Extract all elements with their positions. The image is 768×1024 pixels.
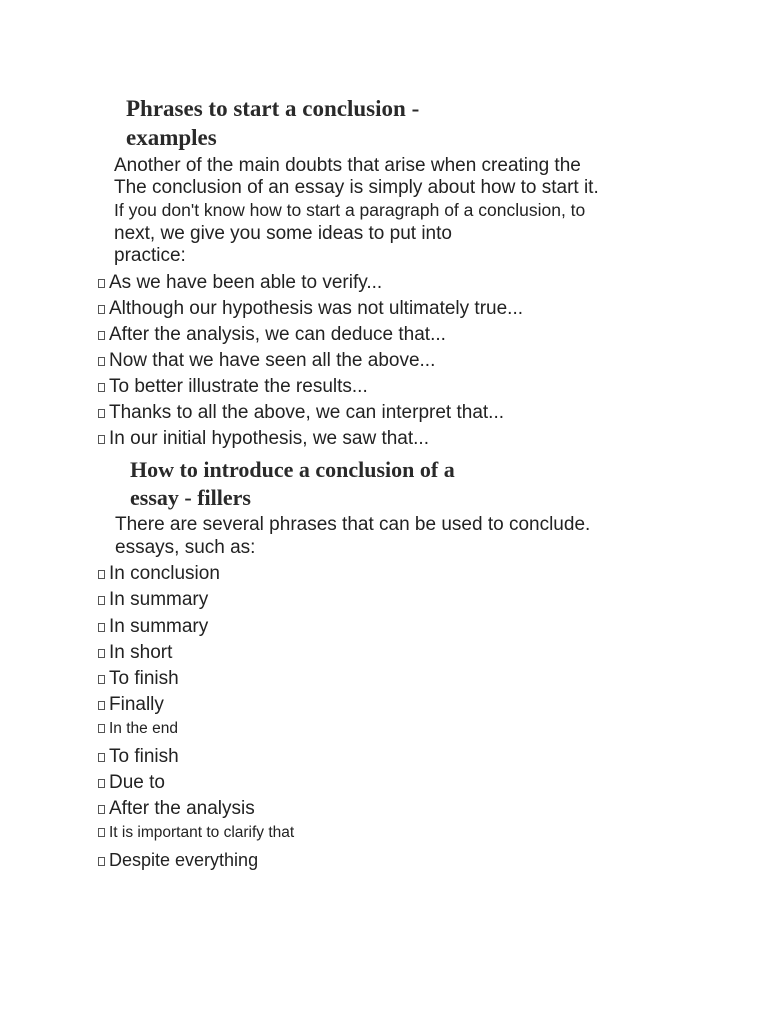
intro-paragraph-fillers — [115, 514, 590, 560]
bullet-box-icon — [98, 623, 105, 632]
list-item — [98, 402, 504, 424]
list-item-text: Due to — [109, 772, 165, 793]
list-item-text: After the analysis, we can deduce that... — [109, 324, 446, 345]
list-item — [98, 298, 523, 320]
bullet-box-icon — [98, 724, 105, 733]
paragraph-line: If you don't know how to start a paragraph of a conclusion, to — [114, 200, 586, 220]
bullet-box-icon — [98, 828, 105, 837]
list-item-text: In the end — [109, 720, 178, 737]
list-item — [98, 850, 258, 871]
paragraph-line: Another of the main doubts that arise when creating the — [114, 155, 581, 176]
list-item — [98, 616, 208, 638]
list-item — [98, 720, 178, 738]
list-item-text: Finally — [109, 694, 164, 715]
list-item-text: In our initial hypothesis, we saw that... — [109, 428, 429, 449]
list-item-text: Although our hypothesis was not ultimately true... — [109, 298, 524, 319]
section-heading-fillers — [130, 456, 455, 512]
heading-line: How to introduce a conclusion of a — [130, 457, 455, 482]
bullet-box-icon — [98, 409, 105, 418]
list-item-text: To finish — [109, 668, 179, 689]
list-item — [98, 324, 446, 346]
list-item — [98, 668, 179, 690]
list-item — [98, 642, 172, 664]
paragraph-line: essays, such as: — [115, 537, 256, 558]
list-item — [98, 428, 429, 450]
list-item-text: As we have been able to verify... — [109, 272, 383, 293]
list-item — [98, 589, 208, 611]
bullet-box-icon — [98, 383, 105, 392]
bullet-box-icon — [98, 357, 105, 366]
paragraph-line: practice: — [114, 245, 186, 266]
bullet-box-icon — [98, 305, 105, 314]
paragraph-line: next, we give you some ideas to put into — [114, 223, 452, 244]
list-item-text: After the analysis — [109, 798, 255, 819]
bullet-box-icon — [98, 753, 105, 762]
bullet-box-icon — [98, 435, 105, 444]
bullet-box-icon — [98, 570, 105, 579]
list-item-text: In summary — [109, 589, 209, 610]
bullet-box-icon — [98, 675, 105, 684]
list-item-text: In conclusion — [109, 563, 220, 584]
paragraph-line: There are several phrases that can be used to conclude. — [115, 514, 591, 535]
list-item — [98, 376, 368, 398]
list-item — [98, 272, 382, 294]
bullet-box-icon — [98, 857, 105, 866]
bullet-box-icon — [98, 779, 105, 788]
list-item-text: In short — [109, 642, 173, 663]
list-item-text: To better illustrate the results... — [109, 376, 368, 397]
list-item-text: In summary — [109, 616, 209, 637]
list-item — [98, 772, 165, 794]
list-item-text: Despite everything — [109, 850, 259, 870]
list-item — [98, 694, 164, 716]
list-item — [98, 746, 179, 768]
list-item — [98, 798, 255, 820]
bullet-box-icon — [98, 805, 105, 814]
heading-line: Phrases to start a conclusion - — [126, 96, 420, 121]
heading-line: examples — [126, 125, 217, 150]
list-item — [98, 824, 294, 842]
intro-paragraph-phrases — [114, 155, 599, 267]
bullet-box-icon — [98, 701, 105, 710]
bullet-box-icon — [98, 649, 105, 658]
list-item-text: It is important to clarify that — [109, 824, 295, 841]
heading-line: essay - fillers — [130, 485, 251, 510]
list-item-text: Now that we have seen all the above... — [109, 350, 436, 371]
paragraph-line: The conclusion of an essay is simply about how to start it. — [114, 177, 599, 198]
bullet-box-icon — [98, 279, 105, 288]
list-item-text: Thanks to all the above, we can interpret that... — [109, 402, 505, 423]
list-item — [98, 563, 220, 585]
bullet-box-icon — [98, 331, 105, 340]
bullet-box-icon — [98, 596, 105, 605]
section-heading-phrases — [126, 94, 419, 152]
list-item-text: To finish — [109, 746, 179, 767]
list-item — [98, 350, 435, 372]
